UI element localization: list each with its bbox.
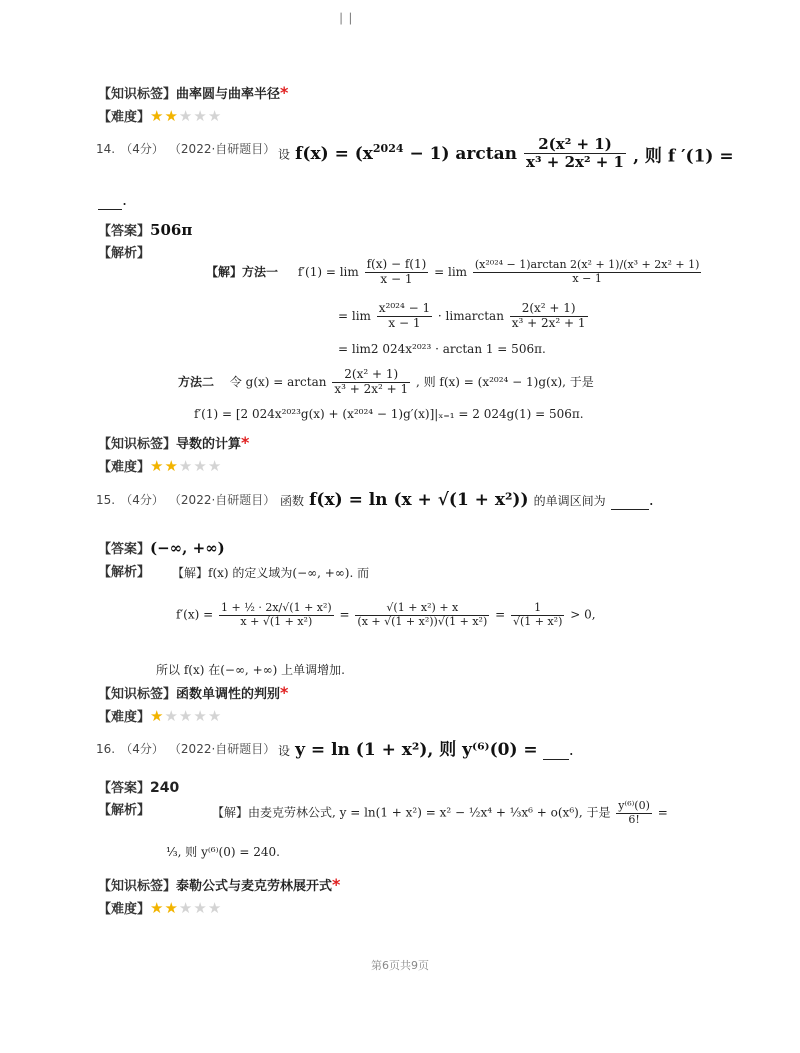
difficulty-rating — [150, 457, 222, 475]
frac-numerator: x²⁰²⁴ − 1 — [378, 301, 431, 315]
stem-intro: 设 — [278, 744, 291, 758]
q14-header — [96, 138, 275, 157]
method2-text-c: f′(1) = [2 024x²⁰²³g(x) + (x²⁰²⁴ − 1)g′(x)]|ₓ₌₁ = 2 024g(1) = 506π. — [194, 407, 584, 421]
analysis-label: 【解析】 — [98, 803, 151, 818]
tag-value: 函数单调性的判别 — [176, 687, 281, 702]
question-number: 16. — [96, 742, 116, 756]
q16-header — [96, 738, 275, 757]
q16-stem: 设 y = ln (1 + x²), 则 y⁽⁶⁾(0) = . — [278, 740, 574, 760]
answer-blank — [98, 190, 122, 210]
solution-frac-b — [355, 602, 489, 628]
prev-tag-row — [98, 83, 288, 102]
solution-frac-d — [510, 302, 588, 331]
stem-left: f(x) = (x — [295, 143, 373, 164]
question-source: （2022·自研题目） — [168, 742, 276, 756]
tag-label: 【知识标签】 — [98, 879, 177, 894]
star-filled-icon: ★ — [150, 899, 165, 917]
solution-eq: = lim — [338, 308, 371, 323]
frac-numerator: √(1 + x²) + x — [386, 601, 459, 614]
stem-mid: − 1) arctan — [403, 143, 517, 164]
frac-denominator: x³ + 2x² + 1 — [334, 381, 409, 396]
q14-tag-row — [98, 433, 249, 452]
q15-solution-line2: f′(x) = $\frac{\text{1 + ½ · 2x/√(1 + x²)}}{\text{x + √(1 + x²)}}$ = $\frac{\text{√(1 + x²) + x}}{\text{(x + √(1 + x²))√(1 + x²)}}$ = $\frac{1}{\text{√(1 + x²)}}$ > 0, — [176, 601, 596, 628]
frac-numerator: y⁽⁶⁾(0) — [618, 799, 650, 812]
stem-denominator: x³ + 2x² + 1 — [526, 153, 624, 172]
solution-frac-a — [219, 602, 334, 628]
solution-text-b: ⅓, 则 y⁽⁶⁾(0) = 240. — [166, 845, 280, 859]
q15-analysis-label — [98, 561, 150, 580]
question-points: （4分） — [120, 142, 164, 156]
frac-numerator: 1 + ½ · 2x/√(1 + x²) — [221, 601, 332, 614]
star-empty-icon: ★ — [193, 457, 208, 475]
q14-solution-line2 — [338, 302, 590, 331]
tag-value: 曲率圆与曲率半径 — [176, 87, 281, 102]
stem-intro: 设 — [278, 147, 291, 162]
difficulty-label: 【难度】 — [98, 110, 151, 125]
star-filled-icon: ★ — [150, 707, 165, 725]
star-empty-icon: ★ — [193, 107, 208, 125]
solution-lim: f′(1) = lim — [297, 264, 359, 279]
star-empty-icon: ★ — [178, 107, 194, 125]
answer-value: 240 — [150, 780, 180, 796]
q14-method2-line2 — [194, 407, 584, 421]
star-empty-icon: ★ — [207, 899, 223, 917]
q15-tag-row — [98, 683, 288, 702]
tag-value: 导数的计算 — [176, 437, 242, 452]
answer-blank — [543, 740, 569, 760]
q15-solution-line1 — [172, 564, 369, 581]
q16-answer-row — [98, 777, 179, 796]
stem-numerator: 2(x² + 1) — [538, 135, 612, 153]
frac-denominator: √(1 + x²) — [512, 614, 563, 628]
solution-text: 所以 f(x) 在(−∞, +∞) 上单调增加. — [156, 663, 345, 677]
star-empty-icon: ★ — [193, 899, 208, 917]
stem-intro: 函数 — [280, 494, 305, 508]
solution-frac-a — [365, 258, 429, 287]
frac-denominator: x − 1 — [365, 272, 429, 287]
difficulty-label: 【难度】 — [98, 460, 151, 475]
frac-denominator: (x + √(1 + x²))√(1 + x²) — [357, 614, 488, 628]
q15-answer-row — [98, 538, 225, 557]
stem-tail: 的单调区间为 — [533, 494, 606, 508]
frac-denominator: x − 1 — [473, 272, 702, 286]
difficulty-label: 【难度】 — [98, 902, 151, 917]
stem-formula: f(x) = ln (x + √(1 + x²)) — [309, 490, 529, 510]
page-footer — [0, 957, 800, 973]
q14-difficulty-row — [98, 456, 222, 475]
difficulty-rating — [150, 707, 222, 725]
tag-value: 泰勒公式与麦克劳林展开式 — [176, 879, 333, 894]
question-points: （4分） — [120, 493, 164, 507]
solution-mid: · limarctan — [437, 308, 504, 323]
method2-text: 令 g(x) = arctan — [229, 374, 327, 389]
q14-solution-line3 — [338, 342, 546, 356]
solution-eq: = lim — [434, 264, 468, 279]
q15-difficulty-row — [98, 706, 222, 725]
solution-text: = lim2 024x²⁰²³ · arctan 1 = 506π. — [338, 342, 546, 356]
analysis-label: 【解析】 — [98, 565, 151, 580]
frac-denominator: 6! — [616, 813, 652, 827]
star-empty-icon: ★ — [164, 707, 179, 725]
answer-blank — [611, 490, 649, 510]
q14-method2-line1 — [178, 368, 594, 397]
frac-numerator: 2(x² + 1) — [521, 301, 576, 315]
tag-star: * — [280, 83, 289, 102]
q14-solution-line1 — [206, 258, 703, 287]
solution-eq: = — [657, 805, 668, 820]
frac-numerator: 2(x² + 1) — [344, 367, 399, 381]
q16-solution-line1 — [212, 800, 668, 826]
frac-denominator: x + √(1 + x²) — [219, 615, 334, 629]
star-filled-icon: ★ — [164, 899, 179, 917]
star-empty-icon: ★ — [207, 457, 223, 475]
answer-label: 【答案】 — [98, 224, 151, 239]
solution-frac-c — [511, 602, 564, 628]
q15-header — [96, 489, 275, 508]
q16-solution-line2 — [166, 843, 280, 860]
stem-fraction — [524, 136, 626, 172]
solution-text: 【解】f(x) 的定义域为(−∞, +∞). 而 — [172, 566, 370, 580]
q15-solution-conclusion — [156, 661, 345, 678]
star-filled-icon: ★ — [150, 107, 165, 125]
question-source: （2022·自研题目） — [168, 493, 276, 507]
analysis-label: 【解析】 — [98, 246, 151, 261]
stem-tail: , 则 f ′(1) = — [633, 146, 734, 167]
star-empty-icon: ★ — [193, 707, 208, 725]
method2-frac — [332, 368, 410, 397]
frac-denominator: x − 1 — [377, 316, 432, 331]
q14-stem — [278, 136, 734, 172]
solution-heading: 【解】方法一 — [206, 264, 279, 279]
question-points: （4分） — [120, 742, 164, 756]
difficulty-label: 【难度】 — [98, 710, 151, 725]
star-empty-icon: ★ — [178, 457, 194, 475]
frac-numerator: 1 — [534, 601, 542, 614]
method2-heading: 方法二 — [178, 374, 215, 389]
stem-exponent: 2024 — [372, 141, 404, 155]
answer-value: (−∞, +∞) — [150, 539, 225, 557]
answer-label: 【答案】 — [98, 542, 151, 557]
solution-frac-c — [377, 302, 432, 331]
header-mark: │ │ — [338, 14, 354, 25]
star-empty-icon: ★ — [207, 107, 223, 125]
question-number: 15. — [96, 493, 116, 507]
method2-text-b: , 则 f(x) = (x²⁰²⁴ − 1)g(x), 于是 — [415, 374, 594, 389]
star-empty-icon: ★ — [207, 707, 223, 725]
q14-analysis-label — [98, 242, 150, 261]
star-empty-icon: ★ — [178, 899, 194, 917]
frac-numerator: (x²⁰²⁴ − 1)arctan 2(x² + 1)/(x³ + 2x² + 1) — [474, 258, 700, 272]
difficulty-rating — [150, 899, 222, 917]
prev-difficulty-row — [98, 106, 222, 125]
q14-blank: . — [98, 190, 124, 210]
q16-analysis-label — [98, 799, 150, 818]
tag-star: * — [332, 875, 341, 894]
solution-frac-b — [473, 259, 702, 285]
solution-gt: > 0, — [570, 607, 596, 622]
tag-label: 【知识标签】 — [98, 87, 177, 102]
star-filled-icon: ★ — [150, 457, 165, 475]
answer-value: 506π — [150, 221, 193, 239]
q16-difficulty-row — [98, 898, 222, 917]
answer-label: 【答案】 — [98, 781, 151, 796]
tag-star: * — [241, 433, 250, 452]
tag-label: 【知识标签】 — [98, 687, 177, 702]
solution-text: 【解】由麦克劳林公式, y = ln(1 + x²) = x² − ½x⁴ + ⅓x⁶ + o(x⁶), 于是 — [212, 805, 611, 820]
frac-denominator: x³ + 2x² + 1 — [511, 315, 586, 330]
solution-frac — [616, 800, 652, 826]
question-number: 14. — [96, 142, 116, 156]
difficulty-rating — [150, 107, 222, 125]
page-number: 第6页共9页 — [371, 959, 429, 972]
star-empty-icon: ★ — [178, 707, 194, 725]
frac-numerator: f(x) − f(1) — [366, 257, 427, 271]
tag-star: * — [280, 683, 289, 702]
q16-tag-row — [98, 875, 340, 894]
question-source: （2022·自研题目） — [168, 142, 276, 156]
solution-lhs: f′(x) = — [176, 607, 214, 622]
q15-stem: 函数 f(x) = ln (x + √(1 + x²)) 的单调区间为 . — [280, 490, 654, 510]
stem-formula: y = ln (1 + x²), 则 y⁽⁶⁾(0) = — [295, 740, 538, 760]
q14-answer-row — [98, 220, 192, 239]
tag-label: 【知识标签】 — [98, 437, 177, 452]
star-filled-icon: ★ — [164, 457, 179, 475]
star-filled-icon: ★ — [164, 107, 179, 125]
